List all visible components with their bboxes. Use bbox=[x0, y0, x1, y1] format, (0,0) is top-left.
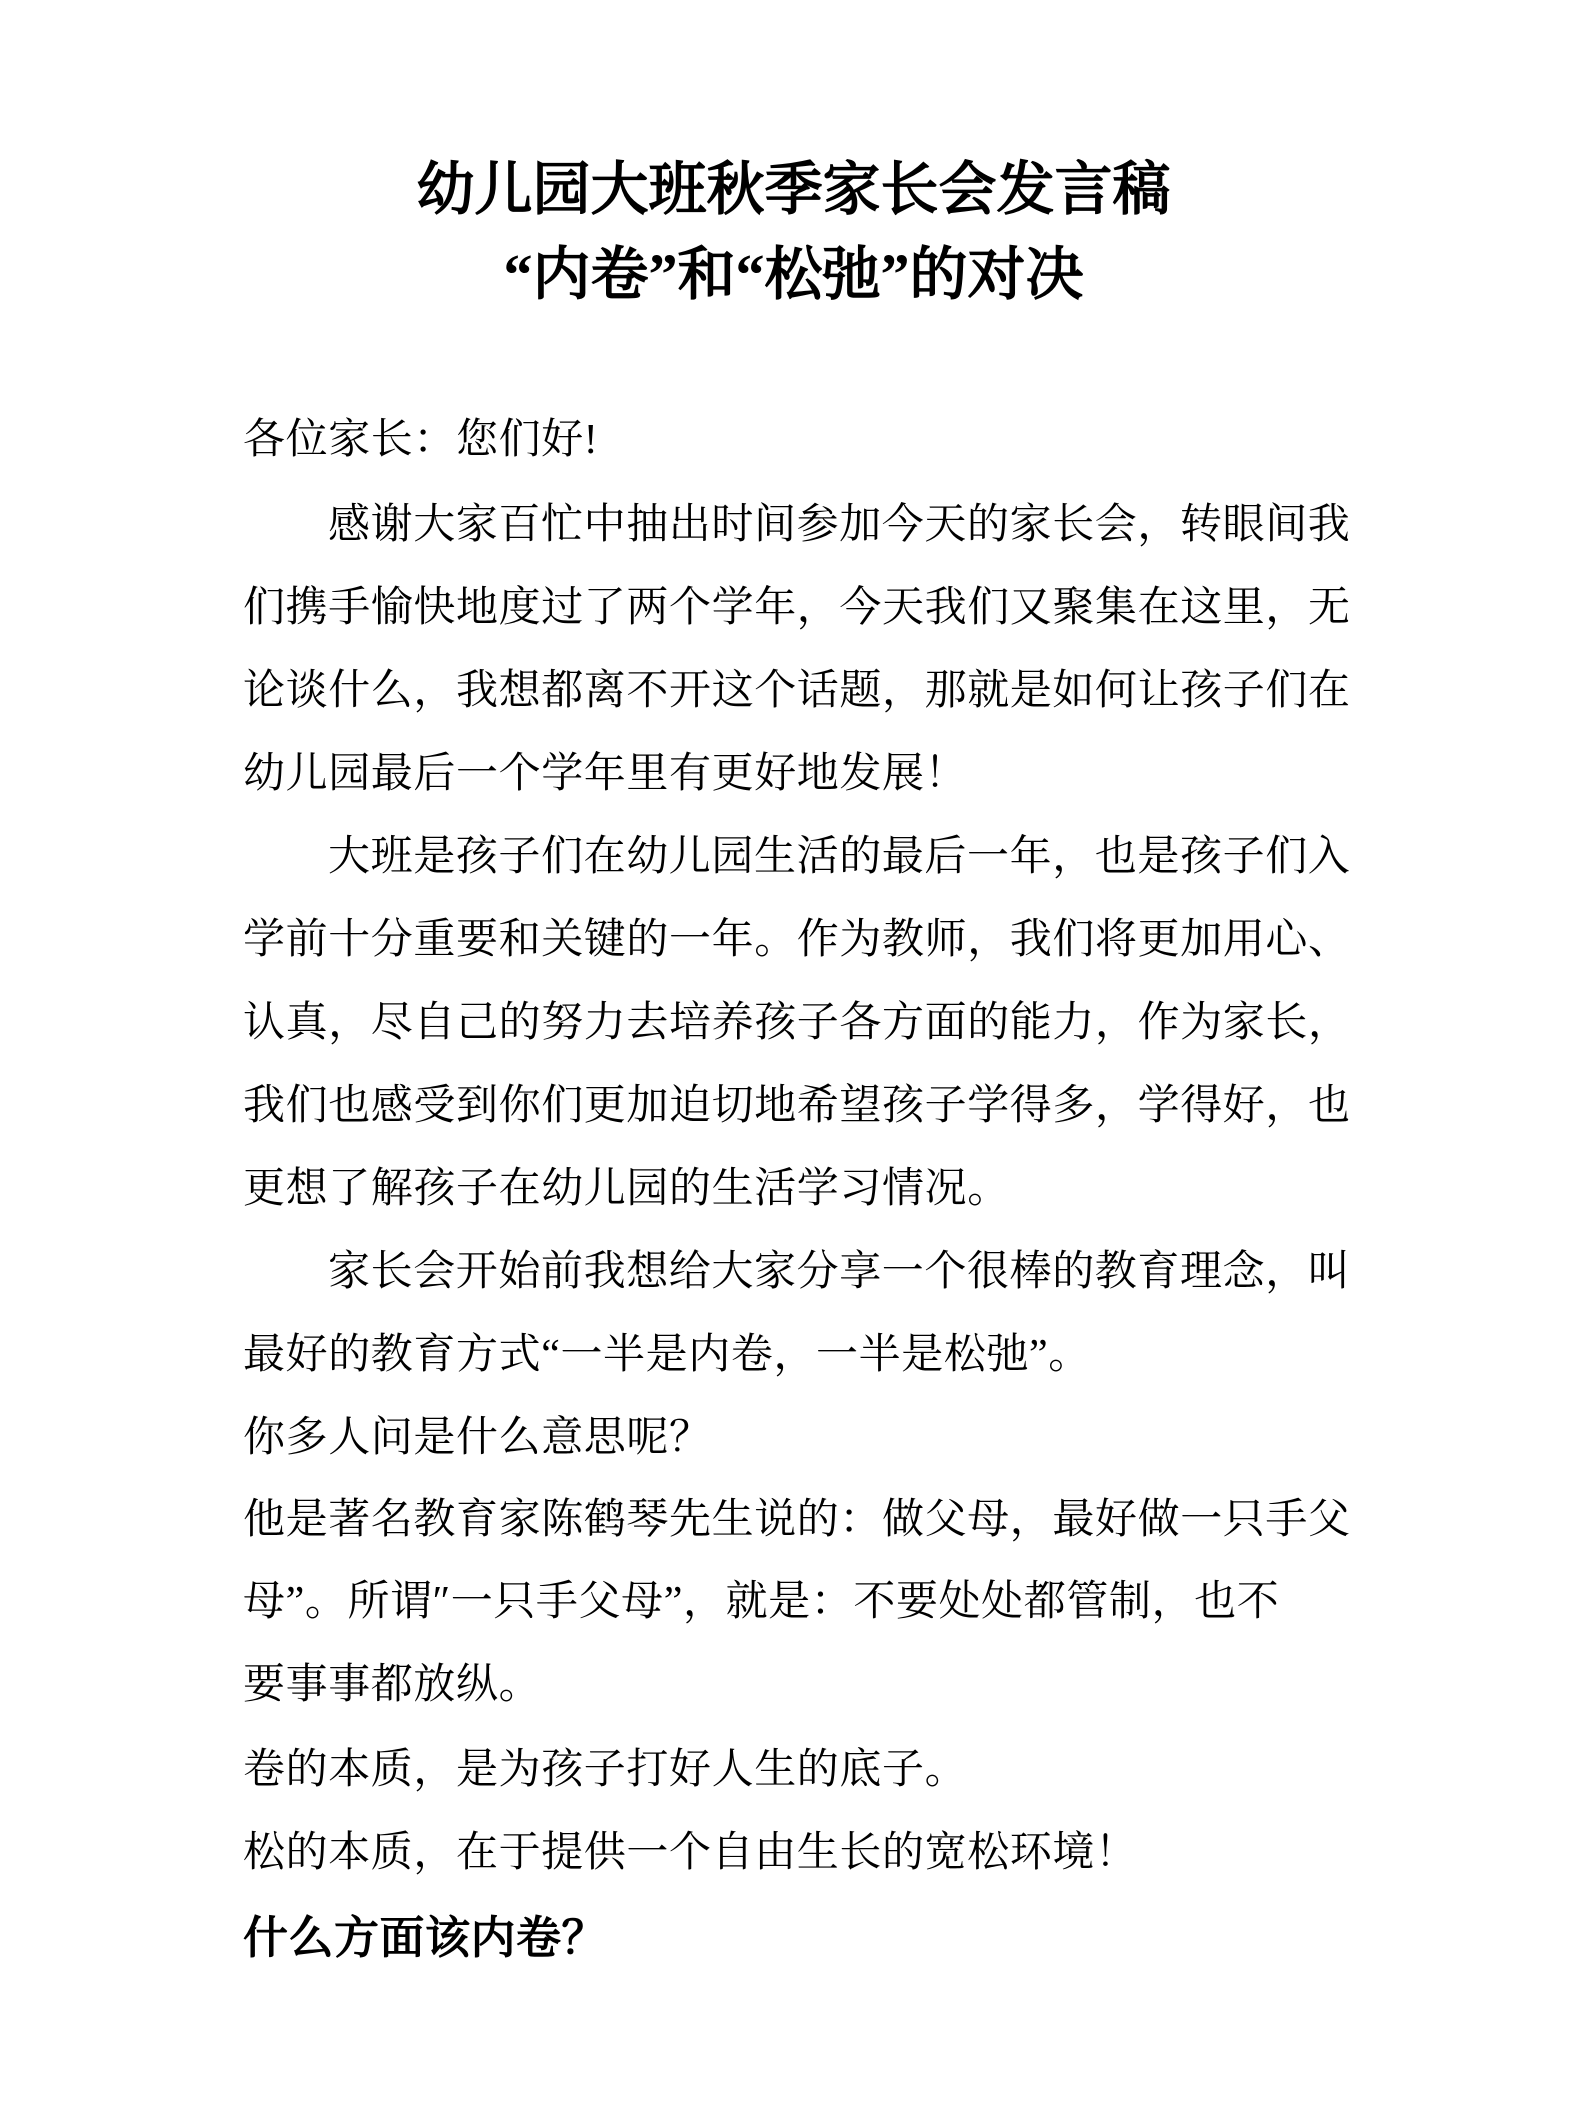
paragraph-7-line-1: 松的本质，在于提供一个自由生长的宽松环境！ bbox=[243, 1830, 1138, 1876]
document-title-line-2: “内卷”和“松弛”的对决 bbox=[503, 242, 1084, 307]
paragraph-2-line-1: 大班是孩子们在幼儿园生活的最后一年，也是孩子们入 bbox=[328, 834, 1351, 880]
paragraph-2-line-5: 更想了解孩子在幼儿园的生活学习情况。 bbox=[243, 1166, 1010, 1212]
paragraph-1-line-1: 感谢大家百忙中抽出时间参加今天的家长会，转眼间我 bbox=[328, 502, 1351, 548]
paragraph-1-line-4: 幼儿园最后一个学年里有更好地发展！ bbox=[243, 751, 968, 797]
paragraph-5-line-3: 要事事都放纵。 bbox=[243, 1662, 542, 1708]
paragraph-4-line-1: 你多人问是什么意思呢？ bbox=[243, 1415, 712, 1461]
paragraph-2-line-2: 学前十分重要和关键的一年。作为教师，我们将更加用心、 bbox=[243, 917, 1351, 963]
paragraph-6-line-1: 卷的本质，是为孩子打好人生的底子。 bbox=[243, 1747, 968, 1793]
paragraph-5-line-2: 母”。所谓″一只手父母”，就是：不要处处都管制，也不 bbox=[243, 1579, 1280, 1625]
paragraph-2-line-4: 我们也感受到你们更加迫切地希望孩子学得多，学得好，也 bbox=[243, 1083, 1351, 1129]
greeting: 各位家长：您们好! bbox=[243, 417, 599, 463]
paragraph-2-line-3: 认真，尽自己的努力去培养孩子各方面的能力，作为家长， bbox=[243, 1000, 1351, 1046]
paragraph-3-line-2: 最好的教育方式“一半是内卷，一半是松弛”。 bbox=[243, 1332, 1091, 1378]
paragraph-1-line-2: 们携手愉快地度过了两个学年，今天我们又聚集在这里，无 bbox=[243, 585, 1351, 631]
section-heading: 什么方面该内卷？ bbox=[243, 1913, 608, 1963]
paragraph-3-line-1: 家长会开始前我想给大家分享一个很棒的教育理念，叫 bbox=[328, 1249, 1351, 1295]
document-title-line-1: 幼儿园大班秋季家长会发言稿 bbox=[416, 157, 1171, 222]
paragraph-1-line-3: 论谈什么，我想都离不开这个话题，那就是如何让孩子们在 bbox=[243, 668, 1351, 714]
paragraph-5-line-1: 他是著名教育家陈鹤琴先生说的：做父母，最好做一只手父 bbox=[243, 1497, 1351, 1543]
